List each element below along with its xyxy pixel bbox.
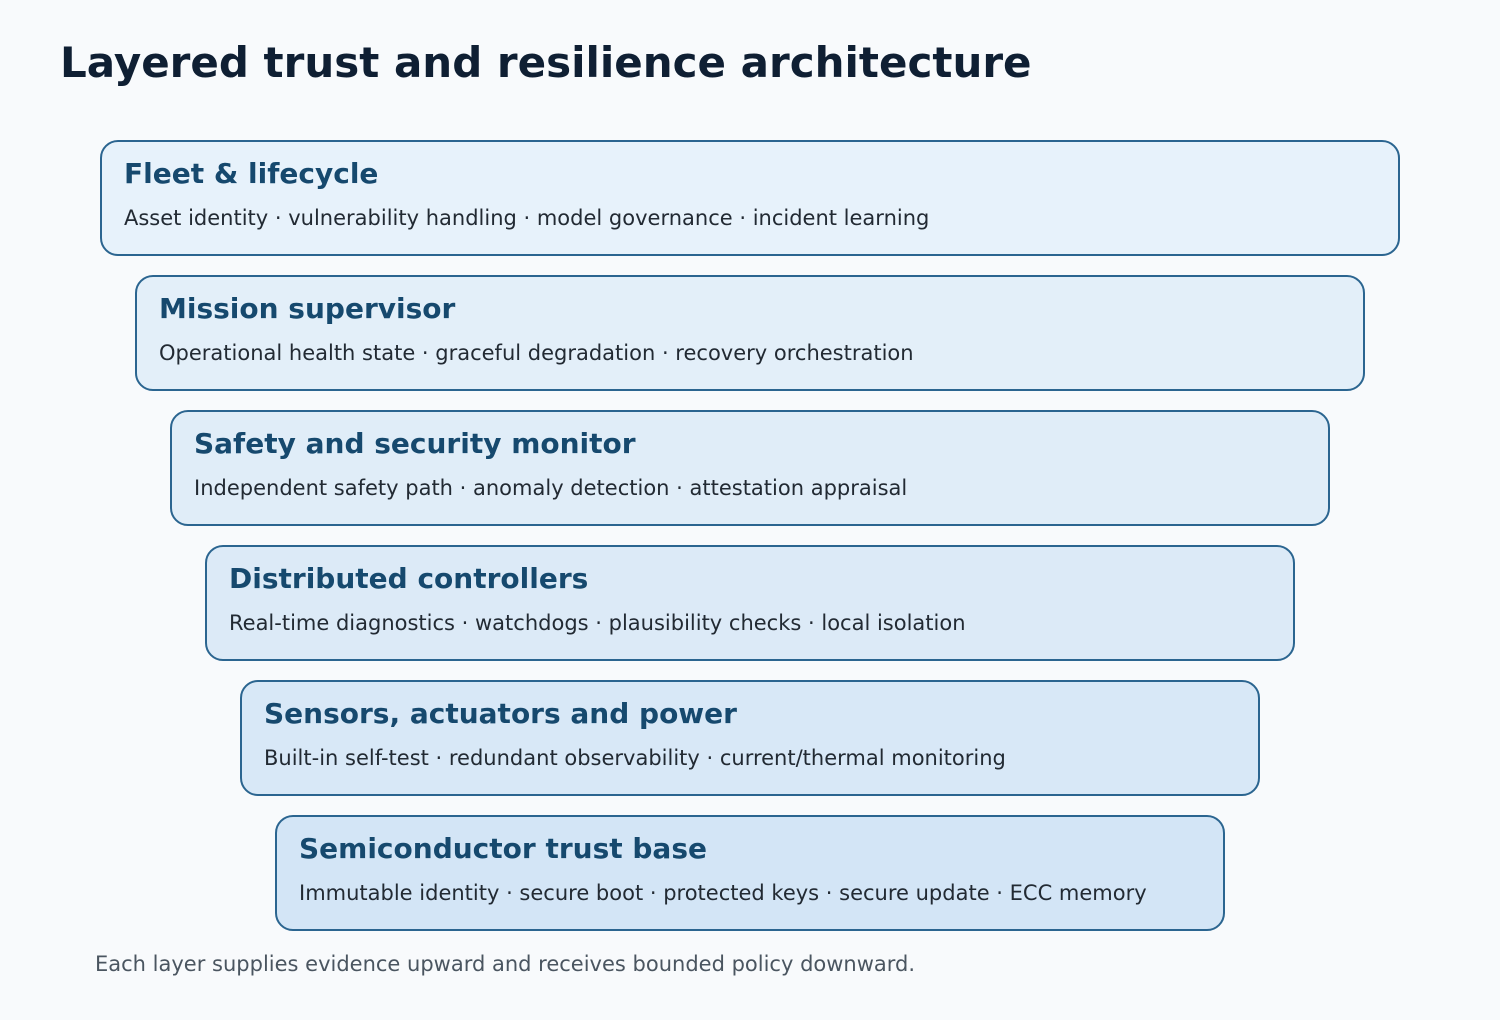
layer-distributed-controllers bbox=[205, 545, 1295, 661]
layer-title: Semiconductor trust base bbox=[299, 832, 707, 865]
layer-description: Immutable identity · secure boot · protected keys · secure update · ECC memory bbox=[299, 881, 1147, 905]
layer-description: Real-time diagnostics · watchdogs · plausibility checks · local isolation bbox=[229, 611, 966, 635]
layer-title: Sensors, actuators and power bbox=[264, 697, 737, 730]
layer-title: Fleet & lifecycle bbox=[124, 157, 379, 190]
layer-description: Independent safety path · anomaly detection · attestation appraisal bbox=[194, 476, 908, 500]
layer-semiconductor-trust-base bbox=[275, 815, 1225, 931]
layer-mission-supervisor bbox=[135, 275, 1365, 391]
layer-description: Asset identity · vulnerability handling · model governance · incident learning bbox=[124, 206, 930, 230]
page-title: Layered trust and resilience architecture bbox=[60, 38, 1032, 87]
layer-safety-security-monitor bbox=[170, 410, 1330, 526]
layer-fleet-lifecycle bbox=[100, 140, 1400, 256]
layer-title: Safety and security monitor bbox=[194, 427, 636, 460]
footnote: Each layer supplies evidence upward and receives bounded policy downward. bbox=[95, 952, 916, 976]
layer-title: Distributed controllers bbox=[229, 562, 589, 595]
layer-sensors-actuators-power bbox=[240, 680, 1260, 796]
layer-description: Built-in self-test · redundant observability · current/thermal monitoring bbox=[264, 746, 1006, 770]
layer-description: Operational health state · graceful degradation · recovery orchestration bbox=[159, 341, 914, 365]
layer-title: Mission supervisor bbox=[159, 292, 456, 325]
